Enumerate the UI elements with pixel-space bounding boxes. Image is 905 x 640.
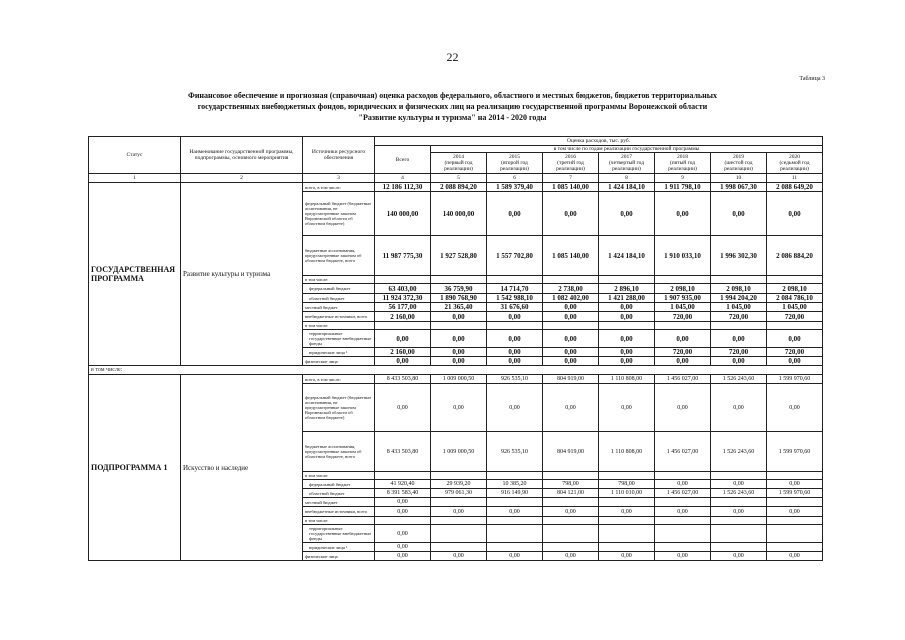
value-cell: [599, 472, 655, 480]
header-year-2015: [487, 153, 543, 174]
finance-table: [88, 136, 823, 561]
source-cell: областной бюджет: [303, 489, 375, 498]
value-cell: 720,00: [767, 312, 823, 322]
value-cell: [375, 322, 431, 330]
value-cell: [543, 498, 599, 507]
header-estimate: Оценка расходов, тыс. руб.: [375, 137, 823, 146]
value-cell: 0,00: [431, 312, 487, 322]
value-cell: 2 088 649,20: [767, 183, 823, 192]
value-cell: 21 365,40: [431, 303, 487, 312]
year-label: 2018: [677, 154, 688, 160]
value-cell: 0,00: [655, 192, 711, 236]
value-cell: 1 557 702,80: [487, 236, 543, 276]
value-cell: [431, 543, 487, 552]
source-cell: юридические лица ¹: [303, 543, 375, 552]
value-cell: 0,00: [711, 552, 767, 561]
value-cell: 979 061,30: [431, 489, 487, 498]
value-cell: 1 045,00: [711, 303, 767, 312]
value-cell: [767, 498, 823, 507]
value-cell: 1 996 302,30: [711, 236, 767, 276]
value-cell: 2 098,10: [711, 284, 767, 294]
value-cell: [543, 472, 599, 480]
value-cell: 1 009 000,50: [431, 432, 487, 472]
column-index: 10: [711, 174, 767, 183]
year-sub: (второй год реализации): [500, 160, 529, 172]
source-cell: федеральный бюджет: [303, 480, 375, 489]
value-cell: 0,00: [711, 192, 767, 236]
value-cell: [543, 276, 599, 284]
table-label: Таблица 3: [799, 76, 825, 82]
year-sub: (пятый год реализации): [668, 160, 697, 172]
column-index: 4: [375, 174, 431, 183]
header-by-years: в том числе по годам реализации государственной программы: [431, 146, 823, 153]
value-cell: [431, 472, 487, 480]
source-cell: областной бюджет: [303, 294, 375, 303]
value-cell: 926 535,10: [487, 375, 543, 384]
value-cell: [655, 498, 711, 507]
value-cell: 1 911 798,10: [655, 183, 711, 192]
value-cell: 0,00: [375, 525, 431, 543]
year-sub: (шестой год реализации): [724, 160, 753, 172]
value-cell: 0,00: [487, 348, 543, 357]
value-cell: 0,00: [431, 348, 487, 357]
status-cell: ГОСУДАРСТВЕННАЯ ПРОГРАММА: [89, 183, 181, 366]
source-cell: территориальные государственные внебюджетные фонды: [303, 330, 375, 348]
year-label: 2020: [789, 154, 800, 160]
value-cell: 140 000,00: [431, 192, 487, 236]
value-cell: 2 098,10: [767, 284, 823, 294]
header-source: Источники ресурсного обеспечения: [303, 137, 375, 174]
document-title: [120, 90, 785, 123]
value-cell: 720,00: [767, 348, 823, 357]
year-label: 2017: [621, 154, 632, 160]
value-cell: 0,00: [599, 348, 655, 357]
value-cell: [375, 517, 431, 525]
value-cell: [543, 517, 599, 525]
value-cell: 0,00: [599, 357, 655, 366]
value-cell: 0,00: [543, 330, 599, 348]
value-cell: [487, 472, 543, 480]
value-cell: [655, 517, 711, 525]
value-cell: [599, 276, 655, 284]
value-cell: 10 385,20: [487, 480, 543, 489]
header-name: Наименование государственной программы, подпрограммы, основного мероприятия: [181, 137, 303, 174]
column-index: 2: [181, 174, 303, 183]
source-cell: физические лица: [303, 357, 375, 366]
value-cell: 1 907 935,00: [655, 294, 711, 303]
value-cell: 0,00: [543, 507, 599, 517]
value-cell: 0,00: [375, 384, 431, 432]
value-cell: 0,00: [599, 507, 655, 517]
value-cell: 1 526 243,60: [711, 375, 767, 384]
source-cell: федеральный бюджет: [303, 284, 375, 294]
status-cell: ПОДПРОГРАММА 1: [89, 375, 181, 561]
value-cell: 2 086 884,20: [767, 236, 823, 276]
value-cell: 0,00: [431, 384, 487, 432]
value-cell: [487, 525, 543, 543]
value-cell: 0,00: [711, 357, 767, 366]
value-cell: [711, 322, 767, 330]
source-cell: всего, в том числе:: [303, 375, 375, 384]
value-cell: 1 589 379,40: [487, 183, 543, 192]
value-cell: 0,00: [543, 192, 599, 236]
value-cell: 2 738,00: [543, 284, 599, 294]
column-index: 6: [487, 174, 543, 183]
value-cell: 0,00: [655, 330, 711, 348]
title-line: Финансовое обеспечение и прогнозная (справочная) оценка расходов федерального, областного и местных бюджетов, бюджетов территориальных: [187, 91, 718, 100]
table-row: [89, 183, 823, 192]
value-cell: 0,00: [487, 330, 543, 348]
value-cell: [431, 498, 487, 507]
column-index: 9: [655, 174, 711, 183]
header-year-2017: [599, 153, 655, 174]
value-cell: [711, 543, 767, 552]
value-cell: 0,00: [599, 384, 655, 432]
value-cell: 798,00: [599, 480, 655, 489]
value-cell: 0,00: [487, 357, 543, 366]
source-cell: в том числе:: [303, 276, 375, 284]
value-cell: 804 919,00: [543, 432, 599, 472]
value-cell: 1 910 033,10: [655, 236, 711, 276]
value-cell: 0,00: [375, 357, 431, 366]
value-cell: [543, 525, 599, 543]
value-cell: 0,00: [431, 507, 487, 517]
separator-row: [89, 366, 823, 375]
value-cell: 0,00: [599, 312, 655, 322]
source-cell: всего, в том числе:: [303, 183, 375, 192]
value-cell: [375, 472, 431, 480]
value-cell: 0,00: [711, 330, 767, 348]
value-cell: [711, 276, 767, 284]
value-cell: [655, 322, 711, 330]
value-cell: [655, 276, 711, 284]
source-cell: внебюджетные источники, всего: [303, 507, 375, 517]
value-cell: 1 045,00: [655, 303, 711, 312]
value-cell: [711, 498, 767, 507]
value-cell: [431, 517, 487, 525]
value-cell: 0,00: [375, 498, 431, 507]
value-cell: [599, 498, 655, 507]
value-cell: 0,00: [655, 507, 711, 517]
value-cell: 1 599 970,60: [767, 489, 823, 498]
value-cell: [711, 525, 767, 543]
value-cell: [767, 525, 823, 543]
value-cell: 0,00: [487, 552, 543, 561]
value-cell: 1 994 204,20: [711, 294, 767, 303]
header-year-2018: [655, 153, 711, 174]
value-cell: 29 939,20: [431, 480, 487, 489]
year-sub: (первый год реализации): [444, 160, 473, 172]
value-cell: [767, 276, 823, 284]
value-cell: 0,00: [655, 552, 711, 561]
value-cell: 720,00: [711, 348, 767, 357]
value-cell: 0,00: [655, 357, 711, 366]
year-label: 2019: [733, 154, 744, 160]
source-cell: федеральный бюджет (бюджетные ассигнования, не предусмотренные законом Воронежской области об областном бюджете): [303, 192, 375, 236]
value-cell: [487, 517, 543, 525]
page-number: 22: [446, 50, 459, 64]
value-cell: 1 424 184,10: [599, 183, 655, 192]
value-cell: 0,00: [655, 384, 711, 432]
column-index: 8: [599, 174, 655, 183]
value-cell: 1 927 528,80: [431, 236, 487, 276]
value-cell: 63 403,00: [375, 284, 431, 294]
year-label: 2015: [509, 154, 520, 160]
value-cell: 8 433 503,80: [375, 375, 431, 384]
source-cell: бюджетные ассигнования, предусмотренные законом об областном бюджете, всего: [303, 432, 375, 472]
value-cell: 8 391 583,40: [375, 489, 431, 498]
value-cell: 720,00: [711, 312, 767, 322]
year-sub: (седьмой год реализации): [779, 160, 810, 172]
value-cell: [375, 276, 431, 284]
value-cell: 1 082 402,00: [543, 294, 599, 303]
value-cell: 0,00: [543, 348, 599, 357]
value-cell: 0,00: [767, 192, 823, 236]
value-cell: 1 110 808,00: [599, 375, 655, 384]
value-cell: [655, 525, 711, 543]
header-year-2016: [543, 153, 599, 174]
value-cell: [767, 322, 823, 330]
value-cell: 56 177,00: [375, 303, 431, 312]
value-cell: 804 121,00: [543, 489, 599, 498]
value-cell: 11 987 775,30: [375, 236, 431, 276]
value-cell: 0,00: [767, 357, 823, 366]
value-cell: [767, 543, 823, 552]
value-cell: 1 456 027,00: [655, 432, 711, 472]
value-cell: 1 526 243,60: [711, 489, 767, 498]
value-cell: 0,00: [711, 507, 767, 517]
value-cell: 0,00: [767, 552, 823, 561]
value-cell: 2 084 786,10: [767, 294, 823, 303]
value-cell: 916 149,90: [487, 489, 543, 498]
value-cell: 798,00: [543, 480, 599, 489]
value-cell: 0,00: [599, 552, 655, 561]
value-cell: 36 759,90: [431, 284, 487, 294]
value-cell: 1 085 140,00: [543, 183, 599, 192]
value-cell: 1 890 768,90: [431, 294, 487, 303]
value-cell: 0,00: [543, 552, 599, 561]
value-cell: 0,00: [543, 357, 599, 366]
source-cell: федеральный бюджет (бюджетные ассигнования, не предусмотренные законом Воронежской области об областном бюджете): [303, 384, 375, 432]
value-cell: 0,00: [375, 543, 431, 552]
name-cell: Искусство и наследие: [181, 375, 303, 561]
value-cell: 1 110 010,00: [599, 489, 655, 498]
title-line: государственных внебюджетных фондов, юридических и физических лиц на реализацию государственной программы Воронежской области: [197, 102, 708, 111]
value-cell: 0,00: [431, 357, 487, 366]
value-cell: [599, 322, 655, 330]
value-cell: [599, 525, 655, 543]
value-cell: [711, 517, 767, 525]
source-cell: в том числе:: [303, 472, 375, 480]
value-cell: 0,00: [655, 480, 711, 489]
value-cell: 0,00: [487, 312, 543, 322]
source-cell: местный бюджет: [303, 498, 375, 507]
value-cell: 0,00: [431, 552, 487, 561]
value-cell: [599, 517, 655, 525]
value-cell: 0,00: [487, 384, 543, 432]
value-cell: 1 599 970,60: [767, 375, 823, 384]
value-cell: 140 000,00: [375, 192, 431, 236]
column-index: 11: [767, 174, 823, 183]
year-sub: (третий год реализации): [556, 160, 585, 172]
value-cell: 12 186 112,30: [375, 183, 431, 192]
value-cell: 2 896,10: [599, 284, 655, 294]
value-cell: 1 456 027,00: [655, 375, 711, 384]
value-cell: 41 920,40: [375, 480, 431, 489]
column-index: 5: [431, 174, 487, 183]
value-cell: [711, 472, 767, 480]
source-cell: в том числе:: [303, 517, 375, 525]
value-cell: 1 421 288,00: [599, 294, 655, 303]
value-cell: 1 085 140,00: [543, 236, 599, 276]
value-cell: 2 098,10: [655, 284, 711, 294]
value-cell: [543, 322, 599, 330]
value-cell: 14 714,70: [487, 284, 543, 294]
value-cell: 0,00: [487, 192, 543, 236]
value-cell: [431, 322, 487, 330]
value-cell: [431, 276, 487, 284]
value-cell: [431, 525, 487, 543]
year-label: 2014: [453, 154, 464, 160]
value-cell: 0,00: [767, 330, 823, 348]
title-line: "Развитие культуры и туризма" на 2014 - 2020 годы: [358, 113, 547, 122]
value-cell: 926 535,10: [487, 432, 543, 472]
separator-cell: в том числе:: [89, 366, 823, 375]
value-cell: 1 009 000,50: [431, 375, 487, 384]
year-label: 2016: [565, 154, 576, 160]
value-cell: 0,00: [543, 384, 599, 432]
source-cell: внебюджетные источники, всего: [303, 312, 375, 322]
value-cell: 2 088 894,20: [431, 183, 487, 192]
value-cell: 720,00: [655, 312, 711, 322]
value-cell: [487, 498, 543, 507]
value-cell: 720,00: [655, 348, 711, 357]
value-cell: 0,00: [543, 303, 599, 312]
value-cell: 0,00: [599, 192, 655, 236]
value-cell: 1 998 067,30: [711, 183, 767, 192]
value-cell: 0,00: [767, 384, 823, 432]
value-cell: 0,00: [599, 330, 655, 348]
value-cell: 1 424 184,10: [599, 236, 655, 276]
value-cell: 2 160,00: [375, 348, 431, 357]
value-cell: [655, 543, 711, 552]
value-cell: 1 542 988,10: [487, 294, 543, 303]
value-cell: [487, 276, 543, 284]
value-cell: [487, 322, 543, 330]
value-cell: [767, 517, 823, 525]
year-sub: (четвертый год реализации): [608, 160, 645, 172]
value-cell: 1 599 970,60: [767, 432, 823, 472]
column-index: 3: [303, 174, 375, 183]
value-cell: 0,00: [487, 507, 543, 517]
header-year-2014: [431, 153, 487, 174]
value-cell: [543, 543, 599, 552]
value-cell: [767, 472, 823, 480]
value-cell: 0,00: [767, 507, 823, 517]
header-status: Статус: [89, 137, 181, 174]
source-cell: в том числе:: [303, 322, 375, 330]
source-cell: юридические лица ¹: [303, 348, 375, 357]
value-cell: 31 676,60: [487, 303, 543, 312]
value-cell: 0,00: [711, 480, 767, 489]
table-row: [89, 375, 823, 384]
value-cell: 1 456 027,00: [655, 489, 711, 498]
value-cell: 0,00: [431, 330, 487, 348]
value-cell: 1 045,00: [767, 303, 823, 312]
value-cell: 8 433 503,80: [375, 432, 431, 472]
header-year-2020: [767, 153, 823, 174]
value-cell: 11 924 372,30: [375, 294, 431, 303]
column-index: 7: [543, 174, 599, 183]
value-cell: 0,00: [543, 312, 599, 322]
value-cell: 0,00: [711, 384, 767, 432]
value-cell: 1 526 243,60: [711, 432, 767, 472]
value-cell: [487, 543, 543, 552]
source-cell: бюджетные ассигнования, предусмотренные законом об областном бюджете, всего: [303, 236, 375, 276]
header-year-2019: [711, 153, 767, 174]
name-cell: Развитие культуры и туризма: [181, 183, 303, 366]
value-cell: [655, 472, 711, 480]
header-total: Всего: [375, 146, 431, 174]
value-cell: 0,00: [375, 330, 431, 348]
value-cell: 0,00: [599, 303, 655, 312]
source-cell: территориальные государственные внебюджетные фонды: [303, 525, 375, 543]
value-cell: 1 110 808,00: [599, 432, 655, 472]
value-cell: 0,00: [375, 507, 431, 517]
value-cell: [599, 543, 655, 552]
value-cell: 2 160,00: [375, 312, 431, 322]
column-index: 1: [89, 174, 181, 183]
source-cell: физические лица: [303, 552, 375, 561]
value-cell: 0,00: [375, 552, 431, 561]
source-cell: местный бюджет: [303, 303, 375, 312]
value-cell: 804 919,00: [543, 375, 599, 384]
value-cell: 0,00: [767, 480, 823, 489]
